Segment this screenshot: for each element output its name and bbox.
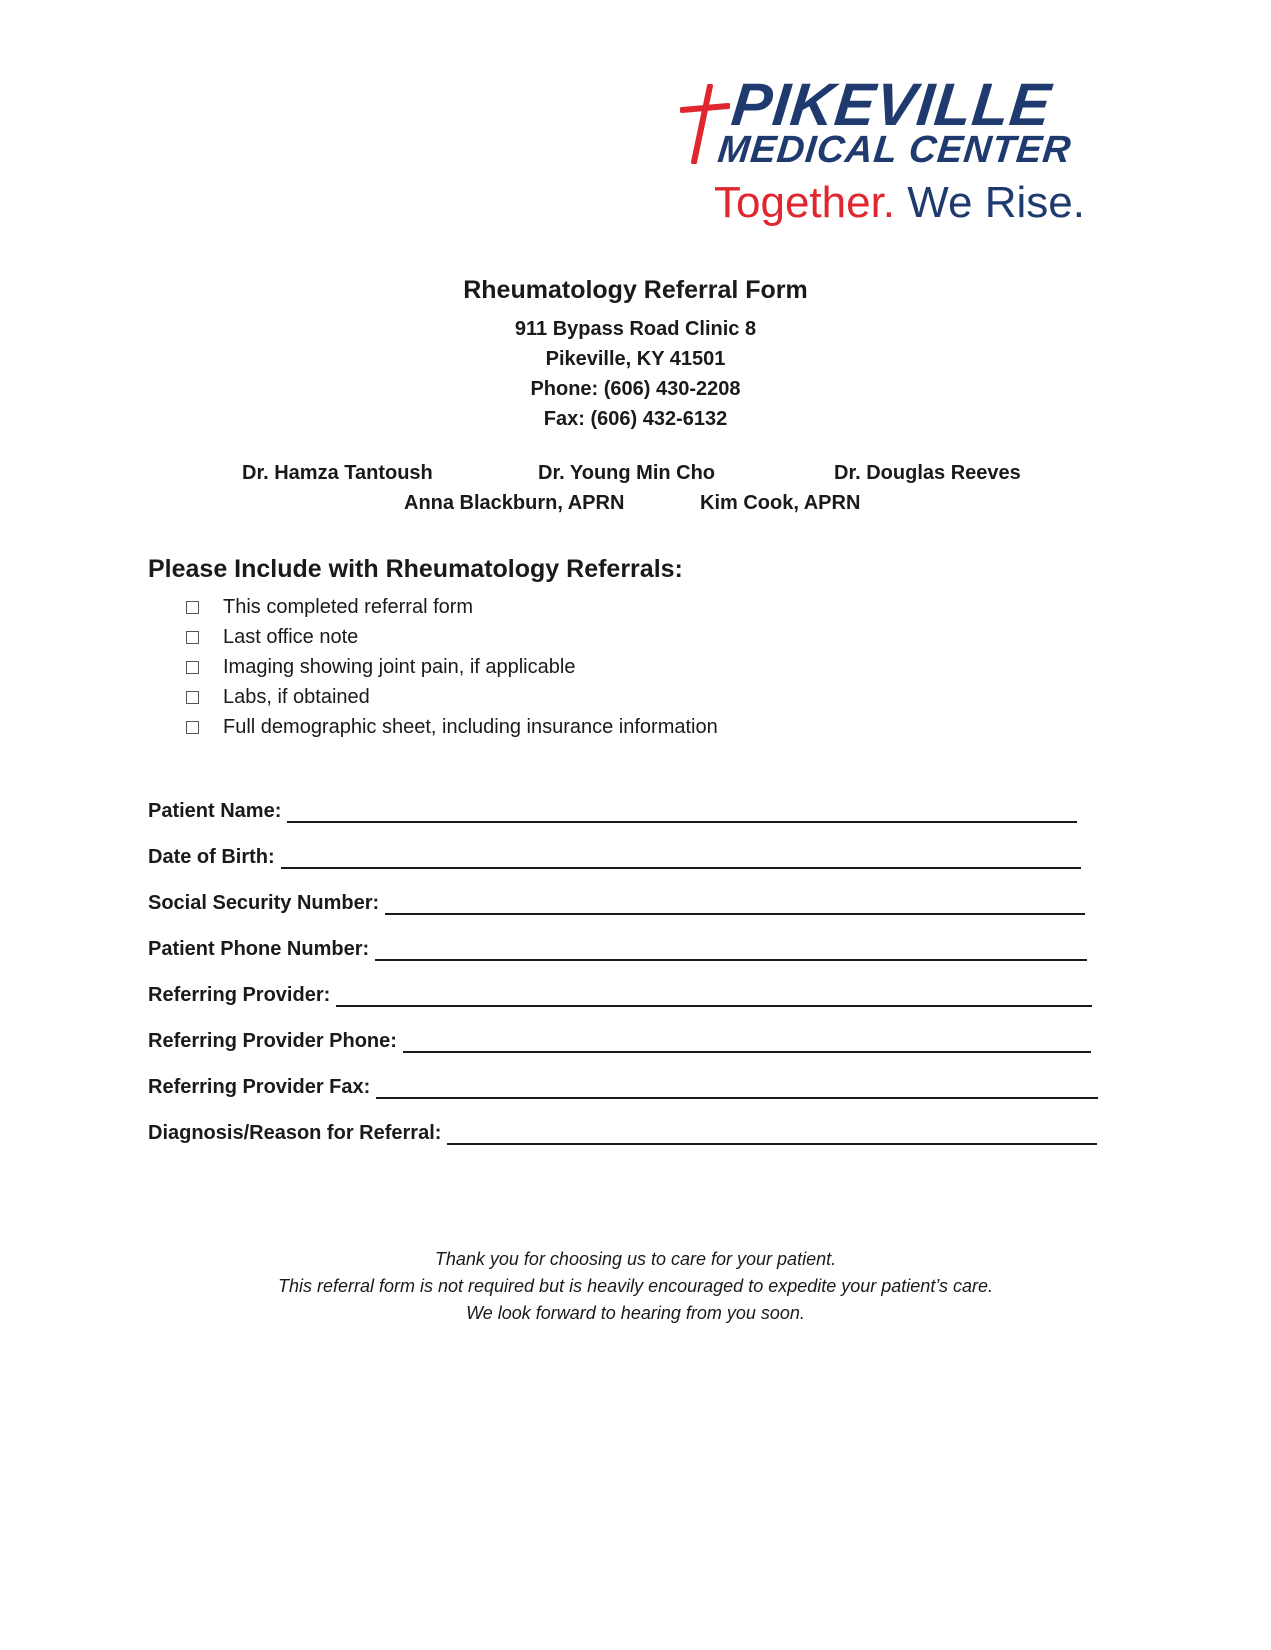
footer-line-1: Thank you for choosing us to care for your patient.	[434, 1249, 837, 1269]
checklist-item	[186, 712, 718, 742]
checklist-item	[186, 622, 718, 652]
provider-cook: Kim Cook, APRN	[700, 492, 861, 514]
address-street: 911 Bypass Road Clinic 8	[514, 318, 757, 340]
field-diagnosis-reason	[148, 1122, 1097, 1145]
checklist-item-label: This completed referral form	[223, 595, 474, 618]
field-patient-phone	[148, 938, 1087, 961]
field-label: Patient Phone Number:	[148, 938, 370, 960]
referring-provider-input[interactable]	[336, 985, 1092, 1007]
field-ssn	[148, 892, 1085, 915]
field-label: Referring Provider Phone:	[148, 1030, 397, 1052]
field-label: Patient Name:	[148, 800, 282, 822]
field-label: Date of Birth:	[148, 846, 275, 868]
tagline-together: Together.	[714, 178, 896, 227]
referring-provider-phone-input[interactable]	[403, 1031, 1091, 1053]
field-label: Social Security Number:	[148, 892, 380, 914]
include-checklist	[186, 592, 718, 742]
checklist-item-label: Labs, if obtained	[223, 685, 370, 708]
checkbox-icon[interactable]	[186, 631, 199, 644]
form-title: Rheumatology Referral Form	[463, 276, 808, 304]
provider-blackburn: Anna Blackburn, APRN	[404, 492, 625, 514]
pikeville-logo	[680, 71, 1120, 234]
logo-name-line2: MEDICAL CENTER	[715, 129, 1074, 171]
provider-reeves: Dr. Douglas Reeves	[834, 462, 1021, 484]
checklist-item	[186, 592, 718, 622]
field-date-of-birth	[148, 846, 1081, 869]
logo-name-line1: PIKEVILLE	[728, 71, 1055, 138]
checkbox-icon[interactable]	[186, 661, 199, 674]
field-label: Referring Provider:	[148, 984, 331, 1006]
footer-line-2: This referral form is not required but is heavily encouraged to expedite your patient’s care.	[277, 1276, 994, 1296]
ssn-input[interactable]	[385, 893, 1085, 915]
footer-line-3: We look forward to hearing from you soon.	[466, 1303, 805, 1323]
include-heading: Please Include with Rheumatology Referrals:	[148, 555, 683, 583]
field-referring-provider	[148, 984, 1092, 1007]
diagnosis-reason-input[interactable]	[447, 1123, 1097, 1145]
address-fax: Fax: (606) 432-6132	[543, 408, 728, 430]
checklist-item	[186, 652, 718, 682]
field-patient-name	[148, 800, 1077, 823]
field-referring-provider-phone	[148, 1030, 1091, 1053]
checklist-item-label: Imaging showing joint pain, if applicable	[223, 655, 576, 678]
checkbox-icon[interactable]	[186, 601, 199, 614]
field-label: Diagnosis/Reason for Referral:	[148, 1122, 442, 1144]
footer-note	[0, 1246, 1271, 1327]
patient-name-input[interactable]	[287, 801, 1077, 823]
date-of-birth-input[interactable]	[281, 847, 1081, 869]
checkbox-icon[interactable]	[186, 691, 199, 704]
checklist-item-label: Last office note	[223, 625, 359, 648]
checklist-item	[186, 682, 718, 712]
address-city: Pikeville, KY 41501	[545, 348, 726, 370]
address-phone: Phone: (606) 430-2208	[530, 378, 741, 400]
field-label: Referring Provider Fax:	[148, 1076, 371, 1098]
checkbox-icon[interactable]	[186, 721, 199, 734]
logo-tagline	[714, 178, 1085, 228]
tagline-we-rise: We Rise.	[907, 178, 1085, 227]
provider-tantoush: Dr. Hamza Tantoush	[242, 462, 433, 484]
field-referring-provider-fax	[148, 1076, 1098, 1099]
provider-cho: Dr. Young Min Cho	[538, 462, 716, 484]
patient-phone-input[interactable]	[375, 939, 1087, 961]
referring-provider-fax-input[interactable]	[376, 1077, 1098, 1099]
checklist-item-label: Full demographic sheet, including insurance information	[223, 715, 718, 738]
